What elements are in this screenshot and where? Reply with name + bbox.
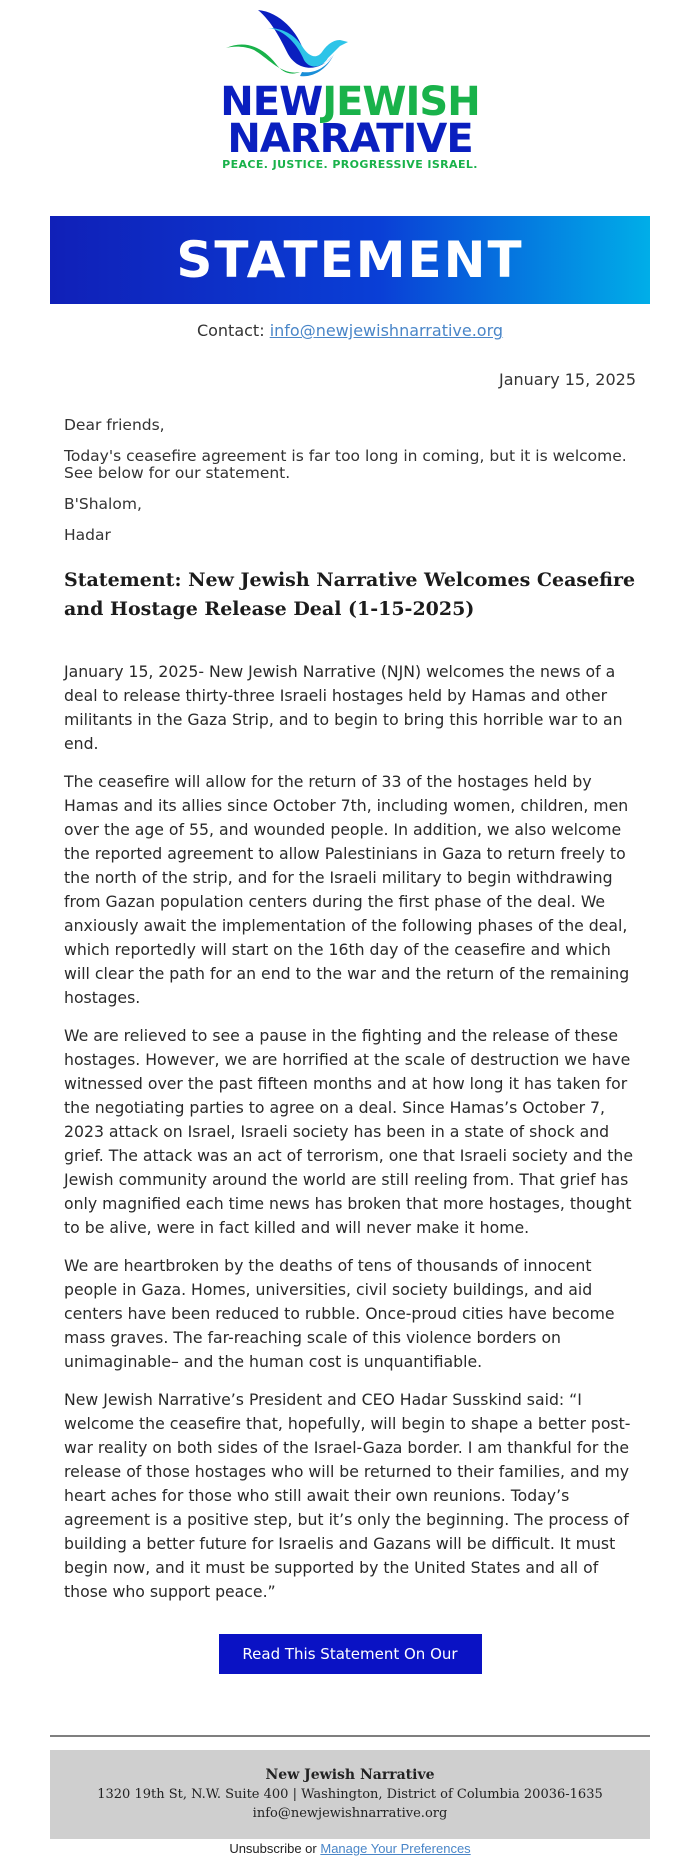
footer-org: New Jewish Narrative xyxy=(265,1767,435,1783)
statement-title: Statement: New Jewish Narrative Welcomes Ceasefire and Hostage Release Deal (1-15-2025) xyxy=(64,569,636,620)
letter-name: Hadar xyxy=(64,526,111,544)
statement-paragraph: January 15, 2025- New Jewish Narrative (NJN) welcomes the news of a deal to release thirty-three Israeli hostages held by Hamas and other militants in the Gaza Strip, and to begin to bring this horrible war to an end. xyxy=(64,662,623,753)
logo-wordmark xyxy=(50,79,650,162)
dove-icon xyxy=(224,6,364,90)
unsubscribe-line xyxy=(50,1841,650,1857)
statement-paragraph: New Jewish Narrative’s President and CEO Hadar Susskind said: “I welcome the ceasefire that, hopefully, will begin to shape a better post-war reality on both sides of the Israel-Gaza border. I am thankful for the release of those hostages who will be returned to their families, and my heart aches for those who still await their own reunions. Today’s agreement is a positive step, but it’s only the beginning. The process of building a better future for Israelis and Gazans will be difficult. It must begin now, and it must be supported by the United States and all of those who support peace.” xyxy=(64,1390,631,1601)
contact-email-link[interactable]: info@newjewishnarrative.org xyxy=(269,321,504,340)
logo-tagline: PEACE. JUSTICE. PROGRESSIVE ISRAEL. xyxy=(222,158,478,171)
statement-paragraph: We are heartbroken by the deaths of tens of thousands of innocent people in Gaza. Homes, universities, civil society buildings, and aid centers have been reduced to rubble. Once-proud cities have become mass graves. The far-reaching scale of this violence borders on unimaginable– and the human cost is unquantifiable. xyxy=(64,1256,615,1371)
footer-email: info@newjewishnarrative.org xyxy=(252,1806,448,1821)
email-container xyxy=(50,0,650,1857)
statement-paragraph: The ceasefire will allow for the return of 33 of the hostages held by Hamas and its allies since October 7th, including women, children, men over the age of 55, and wounded people. In addition, we also welcome the reported agreement to allow Palestinians in Gaza to return freely to the north of the strip, and for the Israeli military to begin withdrawing from Gazan population centers during the first phase of the deal. We anxiously await the implementation of the following phases of the deal, which reportedly will start on the 16th day of the ceasefire and which will clear the path for an end to the war and the return of the remaining hostages. xyxy=(64,772,630,1007)
contact-prefix: Contact: xyxy=(196,321,270,340)
statement-paragraph: We are relieved to see a pause in the fighting and the release of these hostages. However, we are horrified at the scale of destruction we have witnessed over the past fifteen months and at how long it has taken for the negotiating parties to agree on a deal. Since Hamas’s October 7, 2023 attack on Israel, Israeli society has been in a state of shock and grief. The attack was an act of terrorism, one that Israeli society and the Jewish community around the world are still reeling from. That grief has only magnified each time news has broken that more hostages, thought to be alive, were in fact killed and will never make it home. xyxy=(64,1026,634,1237)
footer xyxy=(50,1750,650,1839)
logo-word-new: NEW xyxy=(220,79,323,125)
letter-intro: Today's ceasefire agreement is far too long in coming, but it is welcome. See below for our statement. xyxy=(64,447,627,482)
intro-letter xyxy=(50,417,650,544)
logo-word-narrative: NARRATIVE xyxy=(227,116,473,162)
letter-greeting: Dear friends, xyxy=(64,416,165,434)
cta-wrapper xyxy=(50,1634,650,1703)
logo xyxy=(50,0,650,200)
contact-line xyxy=(50,321,650,340)
letter-signoff: B'Shalom, xyxy=(64,495,142,513)
statement-date: January 15, 2025 xyxy=(499,370,636,389)
divider xyxy=(50,1735,650,1737)
statement-body xyxy=(50,660,650,1604)
unsubscribe-prefix: Unsubscribe or xyxy=(229,1841,321,1856)
manage-preferences-link[interactable]: Manage Your Preferences xyxy=(320,1841,471,1856)
logo-word-jewish: JEWISH xyxy=(322,79,480,125)
statement-banner xyxy=(50,216,650,304)
banner-label: STATEMENT xyxy=(176,231,524,289)
read-on-website-button[interactable]: Read This Statement On Our Website xyxy=(219,1634,482,1674)
footer-address: 1320 19th St, N.W. Suite 400 | Washington, District of Columbia 20036-1635 xyxy=(97,1787,603,1802)
